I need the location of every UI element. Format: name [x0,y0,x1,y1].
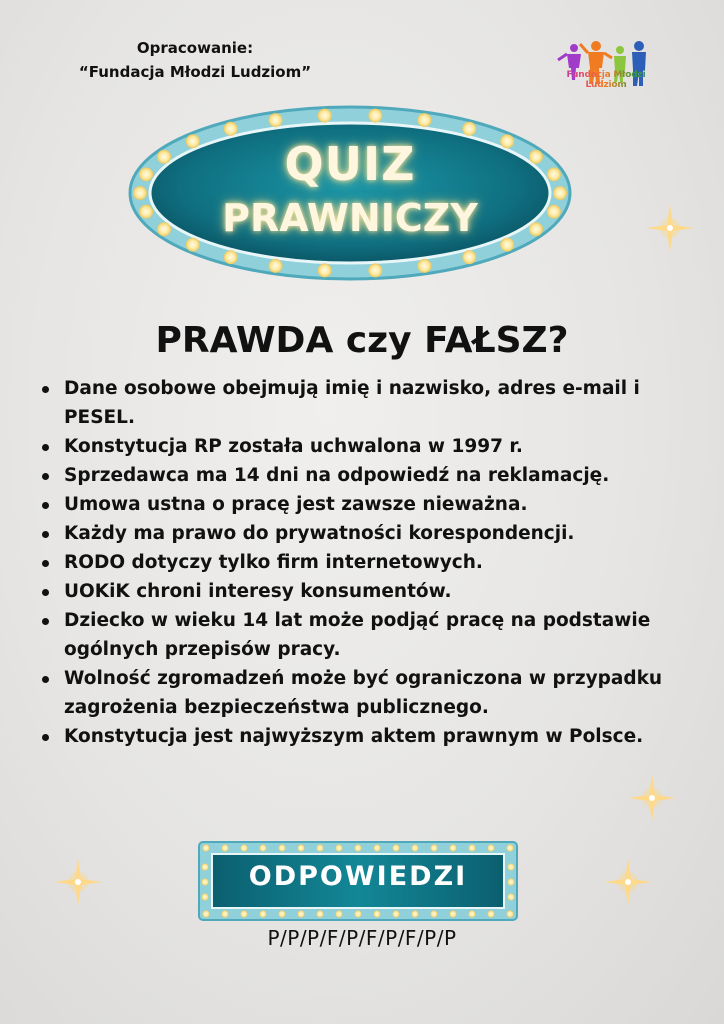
marquee-bulb [462,122,476,136]
statement-item: Dane osobowe obejmują imię i nazwisko, adres e-mail i PESEL. [38,374,688,432]
marquee-bulb [507,893,514,900]
marquee-bulb [202,844,209,851]
marquee-bulb [468,910,475,917]
marquee-bulb [417,259,431,273]
marquee-bulb [487,910,494,917]
statement-item: Wolność zgromadzeń może być ograniczona w przypadku zagrożenia bezpieczeństwa publicznego. [38,664,688,722]
statement-item: Dziecko w wieku 14 lat może podjąć pracę na podstawie ogólnych przepisów pracy. [38,606,688,664]
marquee-bulb [430,844,437,851]
quiz-marquee [126,103,574,283]
logo-text: Fundacja Młodzi Ludziom [548,70,664,90]
sparkle-icon [640,198,700,258]
marquee-bulb [449,844,456,851]
credit-label: Opracowanie: [136,39,254,57]
answers-value: P/P/P/F/P/F/P/F/P/P [267,926,457,950]
marquee-bulb [335,910,342,917]
marquee-bulb [269,113,283,127]
marquee-bulb [316,910,323,917]
marquee-bulb [201,893,208,900]
marquee-bulb [221,910,228,917]
marquee-bulb [224,250,238,264]
answers-marquee [198,841,518,921]
marquee-bulb [417,113,431,127]
marquee-bulb [373,844,380,851]
statement-item: Sprzedawca ma 14 dni na odpowiedź na reklamację. [38,461,688,490]
sparkle-icon [48,852,108,912]
marquee-bulb [269,259,283,273]
marquee-bulb [259,910,266,917]
marquee-bulb [318,109,332,123]
marquee-bulb [240,910,247,917]
marquee-bulb [368,263,382,277]
foundation-logo [548,40,664,98]
marquee-bulb [373,910,380,917]
marquee-bulb [487,844,494,851]
marquee-bulb [449,910,456,917]
page-headline: PRAWDA czy FAŁSZ? [155,320,569,361]
marquee-bulb [468,844,475,851]
marquee-bulb [297,910,304,917]
marquee-bulb [278,910,285,917]
marquee-bulb [462,250,476,264]
marquee-bulb [411,910,418,917]
marquee-bulb [506,910,513,917]
statement-item: RODO dotyczy tylko firm internetowych. [38,548,688,577]
marquee-bulb [354,910,361,917]
marquee-bulb [297,844,304,851]
marquee-bulb [335,844,342,851]
statement-item: Każdy ma prawo do prywatności korespondencji. [38,519,688,548]
statement-item: Konstytucja jest najwyższym aktem prawnym w Polsce. [38,722,688,751]
marquee-bulb [392,910,399,917]
statement-item: UOKiK chroni interesy konsumentów. [38,577,688,606]
sparkle-icon [598,852,658,912]
credit-block [60,36,330,84]
marquee-bulb [318,263,332,277]
marquee-bulb [354,844,361,851]
marquee-bulb [316,844,323,851]
quiz-title-line1: QUIZ [284,137,416,191]
marquee-bulb [368,109,382,123]
marquee-bulb [221,844,228,851]
statement-item: Konstytucja RP została uchwalona w 1997 r. [38,432,688,461]
marquee-bulb [278,844,285,851]
statement-list [38,374,688,751]
marquee-bulb [202,910,209,917]
quiz-title-line2: PRAWNICZY [222,196,478,240]
credit-organization: “Fundacja Młodzi Ludziom” [78,63,312,81]
marquee-frame [126,103,574,283]
marquee-bulb [430,910,437,917]
marquee-bulb [259,844,266,851]
marquee-bulb [506,844,513,851]
marquee-bulb [224,122,238,136]
sparkle-icon [622,768,682,828]
marquee-bulb [392,844,399,851]
marquee-bulb [411,844,418,851]
answers-label: ODPOWIEDZI [248,861,468,892]
marquee-bulb [240,844,247,851]
statement-item: Umowa ustna o pracę jest zawsze nieważna. [38,490,688,519]
